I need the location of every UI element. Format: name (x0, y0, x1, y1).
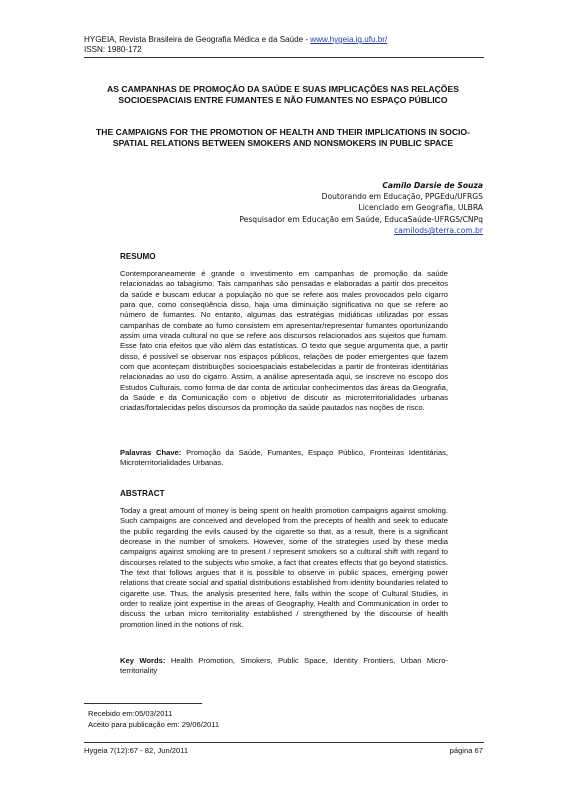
author-affiliation-2: Licenciado em Geografia, ULBRA (358, 203, 483, 213)
abstract-keywords-list: Health Promotion, Smokers, Public Space, Identity Frontiers, Urban Micro-territoriality (120, 656, 448, 676)
abstract-heading: ABSTRACT (120, 489, 165, 498)
author-block (239, 180, 483, 236)
title-portuguese: AS CAMPANHAS DE PROMOÇÃO DA SAÚDE E SUAS IMPLICAÇÕES NAS RELAÇÕES SOCIOESPACIAIS ENTRE FUMANTES E NÃO FUMANTES NO ESPAÇO PÚBLICO (107, 84, 459, 105)
journal-header (84, 35, 387, 55)
title-english: THE CAMPAIGNS FOR THE PROMOTION OF HEALTH AND THEIR IMPLICATIONS IN SOCIO-SPATIAL RELATIONS BETWEEN SMOKERS AND NONSMOKERS IN PUBLIC SPACE (96, 127, 470, 148)
received-date: Recebido em:05/03/2011 (88, 709, 173, 718)
journal-name: HYGEIA, Revista Brasileira de Geografia Médica e da Saúde - (84, 35, 311, 44)
author-affiliation-3: Pesquisador em Educação em Saúde, EducaSaúde-UFRGS/CNPq (239, 214, 483, 224)
author-name: Camilo Darsie de Souza (382, 181, 483, 190)
footnote-divider (84, 703, 202, 704)
abstract-keywords-label: Key Words: (120, 656, 166, 665)
resumo-text: Contemporaneamente é grande o investimento em campanhas de promoção da saúde relacionadas ao tabagismo. Tais campanhas são pensadas e elaboradas a partir dos preceitos da saúde e buscam educar a população no que se refere aos males provocados pelo cigarro para que, como conseqüência disso, haja uma diminuição significativa no que se refere ao número de fumantes. No entanto, algumas das estratégias midiáticas utilizadas por essas campanhas de combate ao fumo consistem em apresentar/representar fumantes oportunizando assim uma virada cultural no que se refere aos discursos relacionados aos sujeitos que fumam. Esse fato cria efeitos que vão além das estatísticas. O texto que segue argumenta que, a partir disso, é possível se observar nos espaços públicos, relações de poder emergentes que fazem com que aconteçam distribuições socioespaciais estabelecidas a partir de fronteiras identitárias relacionadas ao uso do cigarro. Assim, a análise apresentada aqui, se inscreve no escopo dos Estudos Culturais, como forma de dar conta de articular conhecimentos das áreas da Geografia, da Saúde e da Comunicação com o objetivo de discutir as microterritorialidades urbanas criadas/fortalecidas pelos discursos da promoção da saúde pautados nas noções de risco. (120, 269, 448, 413)
footer-divider (84, 742, 484, 743)
resumo-keywords (120, 448, 448, 469)
resumo-heading: RESUMO (120, 252, 156, 261)
footer-citation: Hygeia 7(12):67 - 82, Jun/2011 (84, 746, 189, 755)
header-divider (84, 57, 484, 58)
journal-url-link[interactable]: www.hygeia.ig.ufu.br/ (310, 35, 388, 44)
resumo-keywords-list: Promoção da Saúde, Fumantes, Espaço Público, Fronteiras Identitárias, Microterritorialidades Urbanas. (120, 448, 448, 468)
author-affiliation-1: Doutorando em Educação, PPGEdu/UFRGS (321, 192, 483, 202)
issn: ISSN: 1980-172 (84, 45, 142, 54)
journal-title-line (84, 35, 387, 45)
footer-page-number: página 67 (449, 746, 483, 755)
footnotes (88, 709, 219, 730)
resumo-keywords-label: Palavras Chave: (120, 448, 182, 457)
accepted-date: Aceito para publicação em: 29/06/2011 (88, 719, 220, 729)
abstract-text: Today a great amount of money is being spent on health promotion campaigns against smoking. Such campaigns are conceived and developed from the precepts of health and seek to educate the public regarding the evils caused by the cigarette so that, as a result, there is a significant decrease in the number of smokers. However, some of the strategies used by these media campaigns against smoking are to present / represent smokers so a cultural shift with regard to discourses related to the subjects who smoke, a fact that creates effects that go beyond statistics. The text that follows argues that it is possible to observe in public spaces, emerging power relations that create social and spatial distributions established from identity boundaries related to cigarette use. Thus, the analysis presented here, falls within the scope of Cultural Studies, in order to realize joint expertise in the areas of Geography, Health and Communication in order to discuss the urban micro territoriality established / strengthened by the discourse of health promotion lined in the notions of risk. (120, 506, 448, 629)
author-email-link[interactable]: camilods@terra.com.br (394, 225, 483, 235)
abstract-keywords (120, 656, 448, 677)
